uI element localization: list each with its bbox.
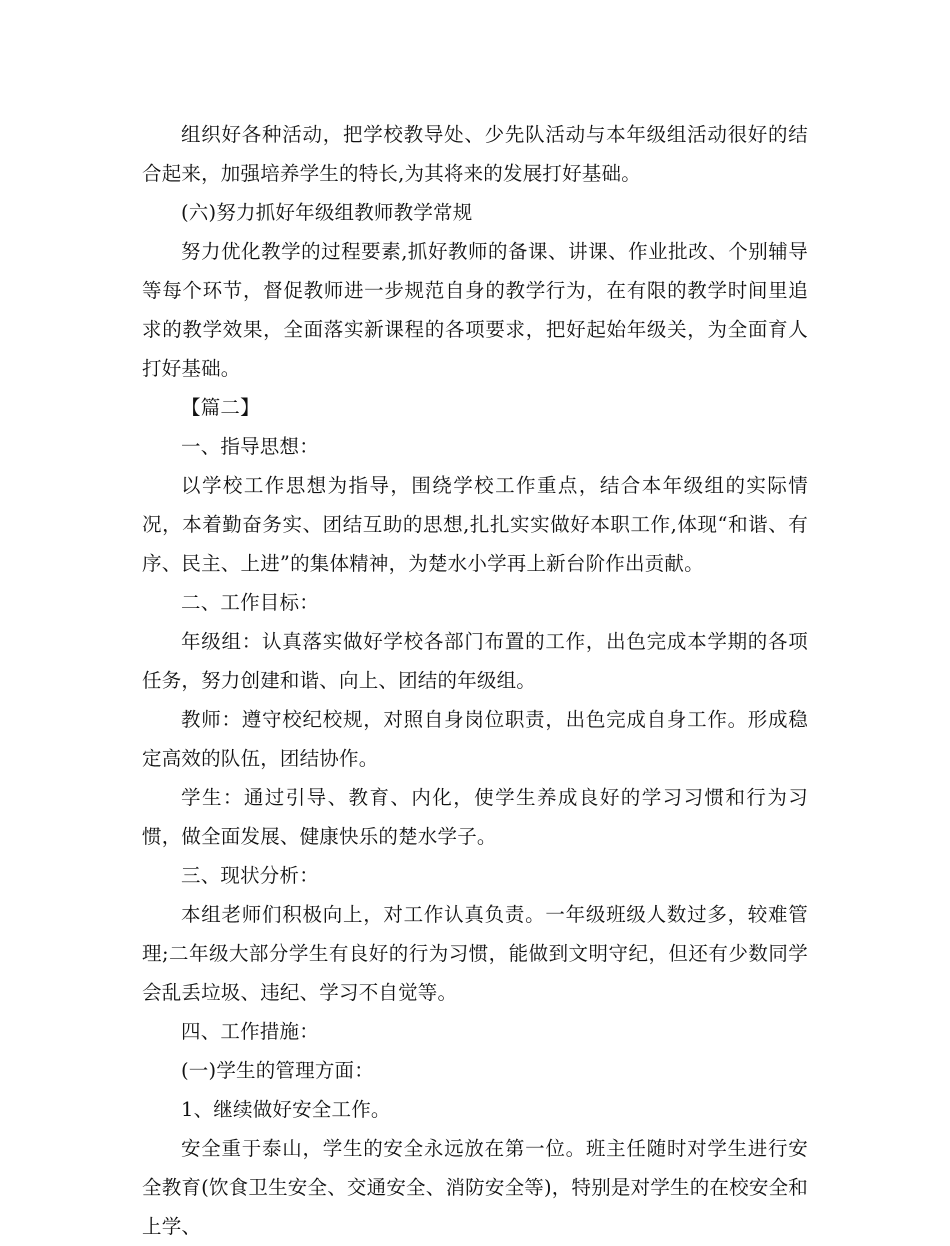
paragraph-teaching-routine: 努力优化教学的过程要素,抓好教师的备课、讲课、作业批改、个别辅导等每个环节，督促教师进一步规范自身的教学行为，在有限的教学时间里追求的教学效果，全面落实新课程的各项要求，把好起始年级关，为全面育人打好基础。: [142, 240, 808, 380]
paragraph-activities: 组织好各种活动，把学校教导处、少先队活动与本年级组活动很好的结合起来，加强培养学生的特长,为其将来的发展打好基础。: [142, 123, 808, 185]
heading-part-two: 【篇二】: [181, 396, 260, 419]
heading-safety-work: 1、继续做好安全工作。: [181, 1098, 391, 1121]
heading-section-six: (六)努力抓好年级组教师教学常规: [181, 201, 473, 224]
heading-student-management: (一)学生的管理方面：: [181, 1059, 374, 1082]
paragraph-goal-grade-group: 年级组：认真落实做好学校各部门布置的工作，出色完成本学期的各项任务，努力创建和谐、向上、团结的年级组。: [142, 630, 808, 692]
paragraph-safety: 安全重于泰山，学生的安全永远放在第一位。班主任随时对学生进行安全教育(饮食卫生安全、交通安全、消防安全等)，特别是对学生的在校安全和上学、: [142, 1137, 808, 1238]
heading-status-analysis: 三、现状分析：: [181, 864, 319, 887]
paragraph-guiding-ideology: 以学校工作思想为指导，围绕学校工作重点，结合本年级组的实际情况，本着勤奋务实、团结互助的思想,扎扎实实做好本职工作,体现“和谐、有序、民主、上进”的集体精神，为楚水小学再上新台阶作出贡献。: [142, 474, 808, 575]
heading-guiding-ideology: 一、指导思想：: [181, 435, 319, 458]
heading-work-goals: 二、工作目标：: [181, 591, 319, 614]
heading-work-measures: 四、工作措施：: [181, 1020, 319, 1043]
paragraph-goal-students: 学生：通过引导、教育、内化，使学生养成良好的学习习惯和行为习惯，做全面发展、健康快乐的楚水学子。: [142, 786, 808, 848]
paragraph-goal-teachers: 教师：遵守校纪校规，对照自身岗位职责，出色完成自身工作。形成稳定高效的队伍，团结协作。: [142, 708, 808, 770]
paragraph-status-analysis: 本组老师们积极向上，对工作认真负责。一年级班级人数过多，较难管理;二年级大部分学生有良好的行为习惯，能做到文明守纪，但还有少数同学会乱丢垃圾、违纪、学习不自觉等。: [142, 903, 808, 1004]
document-body: [142, 115, 808, 1246]
